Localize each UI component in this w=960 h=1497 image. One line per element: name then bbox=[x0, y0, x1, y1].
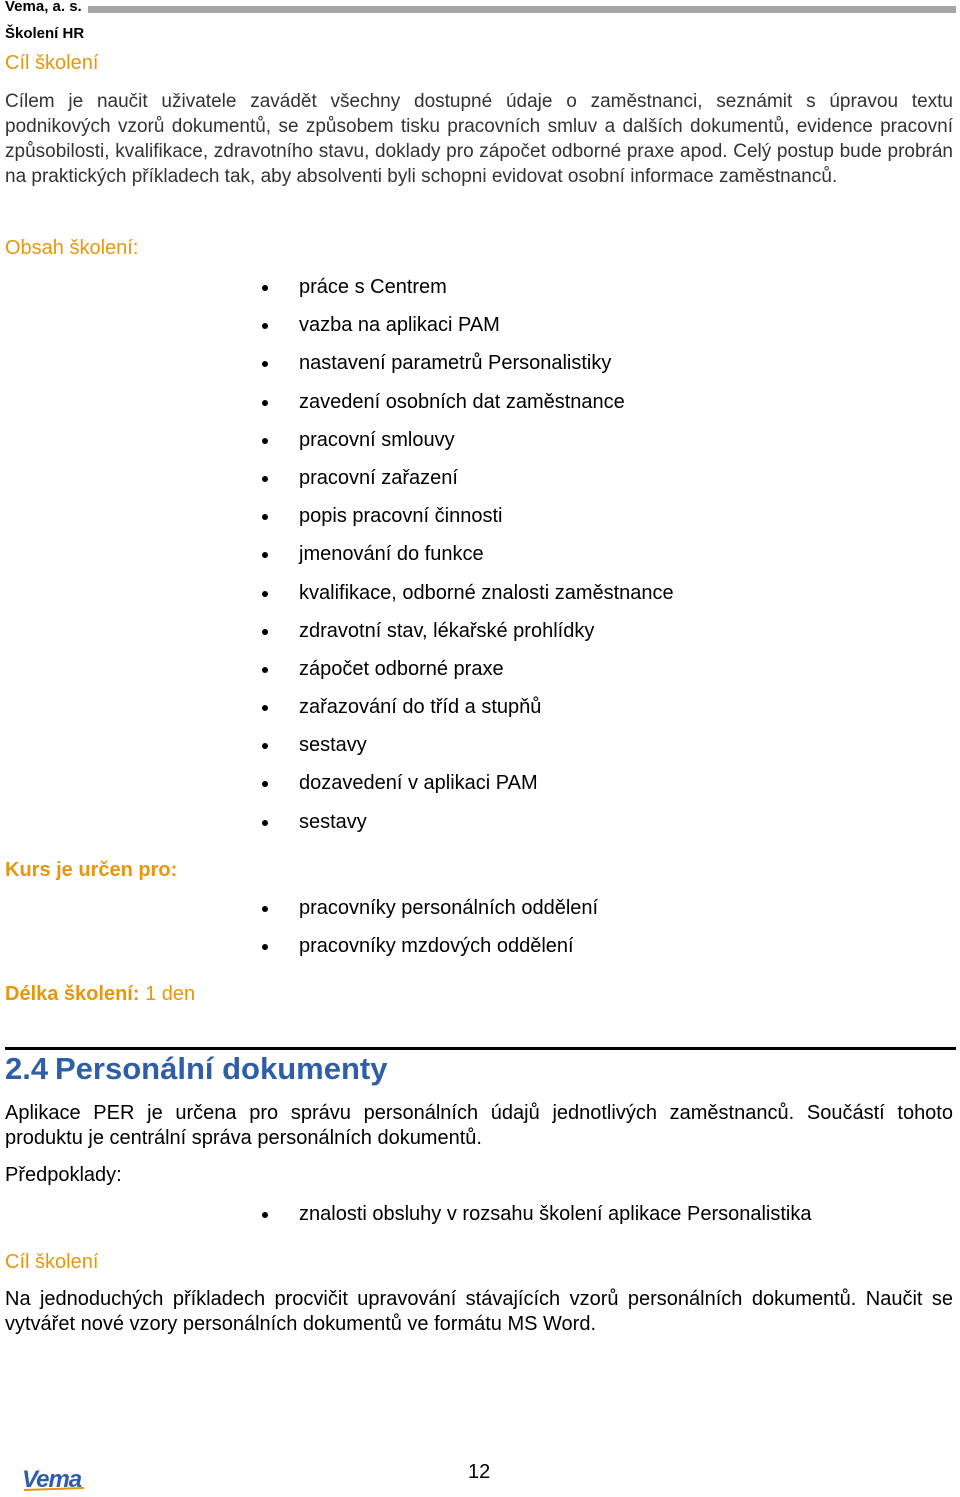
content-item bbox=[262, 344, 674, 382]
bullet-icon bbox=[262, 323, 268, 329]
content-item-text: sestavy bbox=[299, 734, 367, 757]
section-number: 2.4 bbox=[5, 1051, 49, 1086]
audience-list bbox=[262, 889, 598, 965]
section-header: Školení HR bbox=[5, 25, 85, 42]
goal-text: Cílem je naučit uživatele zavádět všechny dostupné údaje o zaměstnanci, seznámit s úpravou textu podnikových vzorů dokumentů, se způsobem tisku pracovních smluv a dalších dokumentů, evidence pracovní způsobilosti, kvalifikace, zdravotního stavu, doklady pro zápočet odborné praxe apod. Celý postup bude probrán na praktických příkladech tak, aby absolventi byli schopni evidovat osobní informace zaměstnanců. bbox=[5, 91, 953, 187]
content-item bbox=[262, 535, 674, 573]
prereq-label: Předpoklady: bbox=[5, 1164, 122, 1186]
bullet-icon bbox=[262, 667, 268, 673]
goal2-text: Na jednoduchých příkladech procvičit upravování stávajících vzorů personálních dokumentů. Naučit se vytvářet nové vzory personálních dokumentů ve formátu MS Word. bbox=[5, 1288, 953, 1335]
content-item-text: sestavy bbox=[299, 810, 367, 833]
duration-line bbox=[5, 983, 195, 1006]
section-title bbox=[5, 1051, 387, 1087]
section-title-text: Personální dokumenty bbox=[55, 1051, 388, 1086]
content-item bbox=[262, 803, 674, 841]
section-rule bbox=[5, 1047, 956, 1050]
bullet-icon bbox=[262, 361, 268, 367]
content-item bbox=[262, 650, 674, 688]
bullet-icon bbox=[262, 705, 268, 711]
content-item-text: dozavedení v aplikaci PAM bbox=[299, 772, 538, 795]
bullet-icon bbox=[262, 781, 268, 787]
bullet-icon bbox=[262, 400, 268, 406]
content-item-text: kvalifikace, odborné znalosti zaměstnance bbox=[299, 581, 674, 604]
content-item bbox=[262, 574, 674, 612]
content-item-text: pracovní zařazení bbox=[299, 466, 458, 489]
audience-heading: Kurs je určen pro: bbox=[5, 859, 178, 881]
bullet-icon bbox=[262, 1212, 268, 1218]
content-item-text: jmenování do funkce bbox=[299, 543, 484, 566]
vema-logo-icon bbox=[22, 1466, 102, 1492]
content-item bbox=[262, 688, 674, 726]
company-name: Vema, a. s. bbox=[5, 0, 82, 15]
page-number: 12 bbox=[468, 1461, 491, 1483]
vema-logo bbox=[22, 1466, 102, 1497]
duration-label: Délka školení: bbox=[5, 983, 140, 1005]
content-item bbox=[262, 726, 674, 764]
content-item-text: zápočet odborné praxe bbox=[299, 657, 504, 680]
content-list bbox=[262, 268, 674, 841]
bullet-icon bbox=[262, 514, 268, 520]
goal-heading: Cíl školení bbox=[5, 52, 99, 74]
content-item-text: pracovní smlouvy bbox=[299, 428, 455, 451]
bullet-icon bbox=[262, 820, 268, 826]
content-item-text: popis pracovní činnosti bbox=[299, 505, 503, 528]
content-item bbox=[262, 268, 674, 306]
bullet-icon bbox=[262, 944, 268, 950]
content-item bbox=[262, 421, 674, 459]
audience-item-text: pracovníky personálních oddělení bbox=[299, 897, 599, 919]
content-item-text: nastavení parametrů Personalistiky bbox=[299, 352, 612, 375]
section-intro: Aplikace PER je určena pro správu personálních údajů jednotlivých zaměstnanců. Součástí tohoto produktu je centrální správa personálních dokumentů. bbox=[5, 1102, 953, 1149]
duration-value: 1 den bbox=[145, 983, 196, 1005]
bullet-icon bbox=[262, 629, 268, 635]
content-item bbox=[262, 383, 674, 421]
content-item bbox=[262, 612, 674, 650]
content-item bbox=[262, 764, 674, 802]
goal2-heading: Cíl školení bbox=[5, 1251, 99, 1273]
content-item bbox=[262, 497, 674, 535]
bullet-icon bbox=[262, 285, 268, 291]
content-item-text: zavedení osobních dat zaměstnance bbox=[299, 390, 625, 413]
bullet-icon bbox=[262, 591, 268, 597]
svg-text:Vema: Vema bbox=[22, 1466, 82, 1492]
content-item-text: práce s Centrem bbox=[299, 276, 447, 298]
audience-item bbox=[262, 927, 598, 965]
prereq-list bbox=[262, 1195, 812, 1233]
bullet-icon bbox=[262, 552, 268, 558]
content-item-text: zařazování do tříd a stupňů bbox=[299, 696, 542, 719]
content-item bbox=[262, 459, 674, 497]
prereq-item-text: znalosti obsluhy v rozsahu školení aplikace Personalistika bbox=[299, 1203, 812, 1225]
content-item-text: zdravotní stav, lékařské prohlídky bbox=[299, 619, 595, 642]
content-heading: Obsah školení: bbox=[5, 237, 139, 259]
bullet-icon bbox=[262, 906, 268, 912]
audience-item bbox=[262, 889, 598, 927]
audience-item-text: pracovníky mzdových oddělení bbox=[299, 935, 574, 958]
content-item bbox=[262, 306, 674, 344]
bullet-icon bbox=[262, 743, 268, 749]
content-item-text: vazba na aplikaci PAM bbox=[299, 314, 500, 337]
bullet-icon bbox=[262, 476, 268, 482]
header-rule bbox=[88, 6, 956, 13]
prereq-item bbox=[262, 1195, 812, 1233]
bullet-icon bbox=[262, 438, 268, 444]
